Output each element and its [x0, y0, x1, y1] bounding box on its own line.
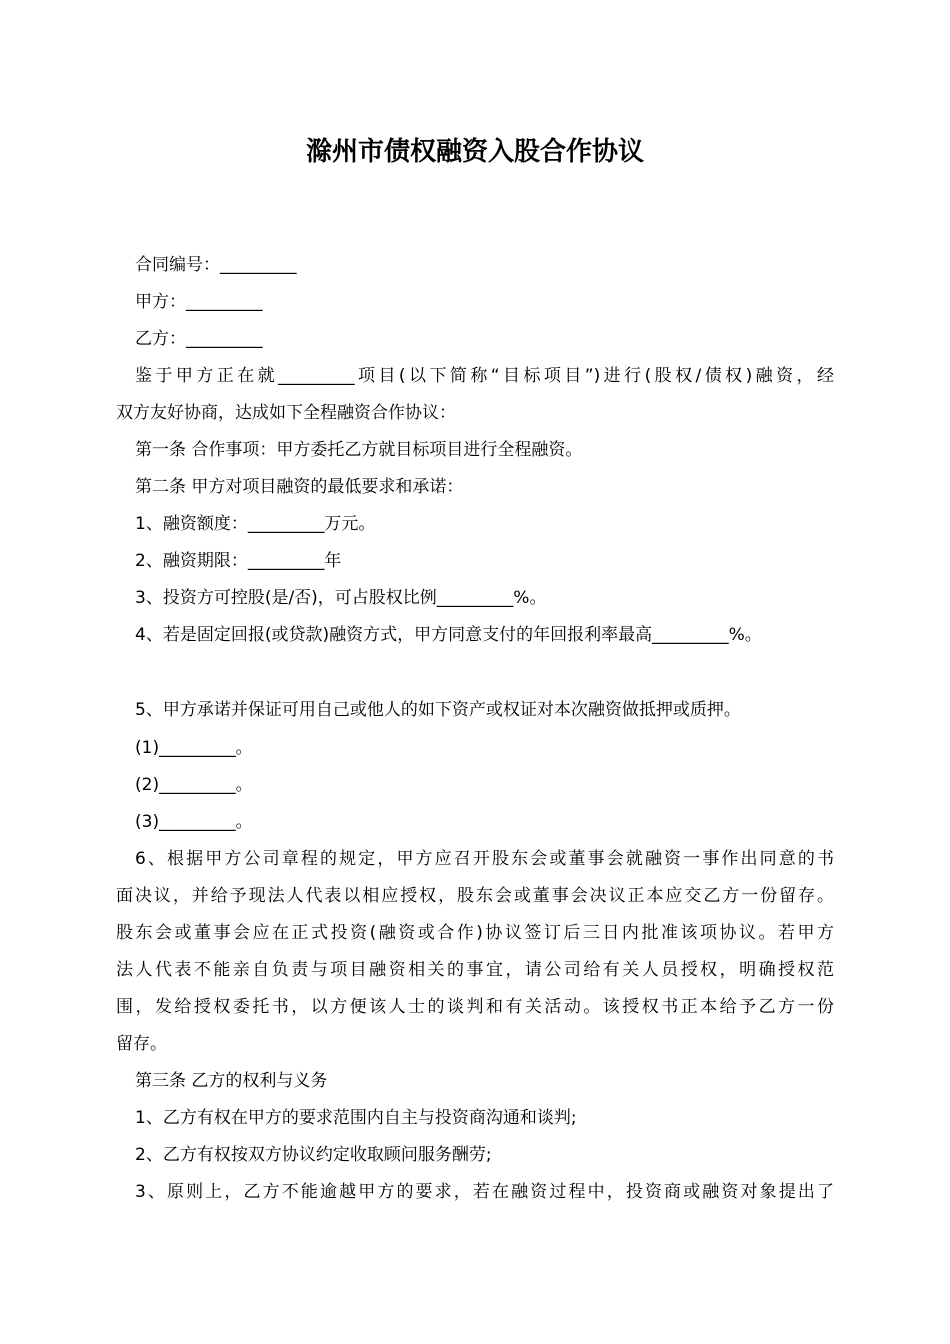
contract-number-field: 合同编号：_________: [135, 255, 297, 275]
article-1: 第一条 合作事项：甲方委托乙方就目标项目进行全程融资。: [135, 440, 583, 460]
article-2-item-5: 5、甲方承诺并保证可用自己或他人的如下资产或权证对本次融资做抵押或质押。: [135, 700, 741, 720]
preamble-line-2: 双方友好协商，达成如下全程融资合作协议：: [116, 403, 456, 423]
article-2-item-4: 4、若是固定回报(或贷款)融资方式，甲方同意支付的年回报利率最高_________%。: [135, 625, 762, 645]
article-2-item-6-line-4: 法人代表不能亲自负责与项目融资相关的事宜，请公司给有关人员授权，明确授权范: [116, 960, 834, 980]
party-a-field: 甲方：_________: [135, 292, 263, 312]
article-2-item-6-line-6: 留存。: [116, 1034, 167, 1054]
article-3-item-2: 2、乙方有权按双方协议约定收取顾问服务酬劳;: [135, 1145, 492, 1165]
article-2-item-2: 2、融资期限：_________年: [135, 551, 342, 571]
document-title: 滁州市债权融资入股合作协议: [305, 137, 644, 167]
article-2-item-6-line-5: 围，发给授权委托书，以方便该人士的谈判和有关活动。该授权书正本给予乙方一份: [116, 997, 834, 1017]
article-2-item-3: 3、投资方可控股(是/否)，可占股权比例_________%。: [135, 588, 547, 608]
article-3-heading: 第三条 乙方的权利与义务: [135, 1071, 328, 1091]
article-3-item-1: 1、乙方有权在甲方的要求范围内自主与投资商沟通和谈判;: [135, 1108, 577, 1128]
article-2-sub-2: (2)_________。: [135, 775, 253, 795]
article-2-item-6-line-1: 6、根据甲方公司章程的规定，甲方应召开股东会或董事会就融资一事作出同意的书: [135, 849, 834, 869]
article-2-item-6-line-3: 股东会或董事会应在正式投资(融资或合作)协议签订后三日内批准该项协议。若甲方: [116, 923, 834, 943]
article-3-item-3: 3、原则上，乙方不能逾越甲方的要求，若在融资过程中，投资商或融资对象提出了: [135, 1182, 834, 1202]
article-2-heading: 第二条 甲方对项目融资的最低要求和承诺：: [135, 477, 464, 497]
party-b-field: 乙方：_________: [135, 329, 263, 349]
article-2-item-1: 1、融资额度：_________万元。: [135, 514, 376, 534]
article-2-item-6-line-2: 面决议，并给予现法人代表以相应授权，股东会或董事会决议正本应交乙方一份留存。: [116, 886, 834, 906]
article-2-sub-3: (3)_________。: [135, 812, 253, 832]
article-2-sub-1: (1)_________。: [135, 738, 253, 758]
preamble-line-1: 鉴于甲方正在就_________项目(以下简称“目标项目”)进行(股权/债权)融资，经: [135, 366, 834, 386]
